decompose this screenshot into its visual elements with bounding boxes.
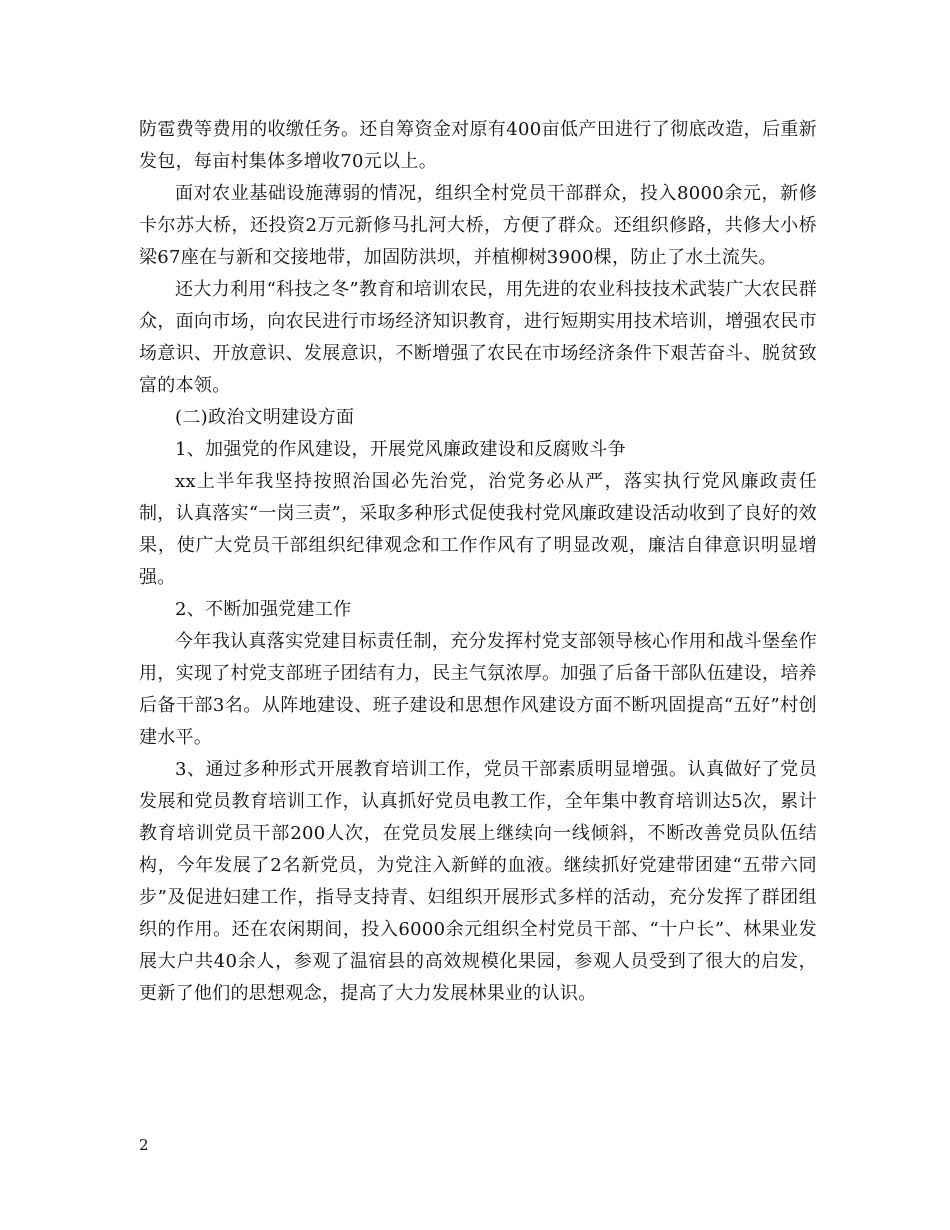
paragraph-2: 面对农业基础设施薄弱的情况，组织全村党员干部群众，投入8000余元，新修卡尔苏大桥，还投资2万元新修马扎河大桥，方便了群众。还组织修路，共修大小桥梁67座在与新和交接地带，加固防洪坝，并植柳树3900棵，防止了水土流失。: [139, 183, 817, 268]
paragraph-3: 还大力利用“科技之冬”教育和培训农民，用先进的农业科技技术武装广大农民群众，面向市场，向农民进行市场经济知识教育，进行短期实用技术培训，增强农民市场意识、开放意识、发展意识，不断增强了农民在市场经济条件下艰苦奋斗、脱贫致富的本领。: [139, 279, 817, 396]
subheading-2: 2、不断加强党建工作: [175, 599, 352, 620]
paragraph-6: xx上半年我坚持按照治国必先治党，治党务必从严，落实执行党风廉政责任制，认真落实“一岗三责”，采取多种形式促使我村党风廉政建设活动收到了良好的效果，使广大党员干部组织纪律观念和工作作风有了明显改观，廉洁自律意识明显增强。: [139, 471, 817, 588]
paragraph-8: 今年我认真落实党建目标责任制，充分发挥村党支部领导核心作用和战斗堡垒作用，实现了村党支部班子团结有力，民主气氛浓厚。加强了后备干部队伍建设，培养后备干部3名。从阵地建设、班子建设和思想作风建设方面不断巩固提高“五好”村创建水平。: [139, 631, 817, 748]
document-body: [139, 114, 817, 1010]
paragraph-9: 3、通过多种形式开展教育培训工作，党员干部素质明显增强。认真做好了党员发展和党员教育培训工作，认真抓好党员电教工作，全年集中教育培训达5次，累计教育培训党员干部200人次，在党员发展上继续向一线倾斜，不断改善党员队伍结构，今年发展了2名新党员，为党注入新鲜的血液。继续抓好党建带团建“五带六同步”及促进妇建工作，指导支持青、妇组织开展形式多样的活动，充分发挥了群团组织的作用。还在农闲期间，投入6000余元组织全村党员干部、“十户长”、林果业发展大户共40余人，参观了温宿县的高效规模化果园，参观人员受到了很大的启发，更新了他们的思想观念，提高了大力发展林果业的认识。: [139, 759, 817, 1004]
page-number: 2: [139, 1136, 149, 1154]
subheading-1: 1、加强党的作风建设，开展党风廉政建设和反腐败斗争: [175, 439, 626, 460]
section-heading-political: (二)政治文明建设方面: [175, 407, 355, 428]
paragraph-1: 防雹费等费用的收缴任务。还自筹资金对原有400亩低产田进行了彻底改造，后重新发包，每亩村集体多增收70元以上。: [139, 119, 817, 172]
